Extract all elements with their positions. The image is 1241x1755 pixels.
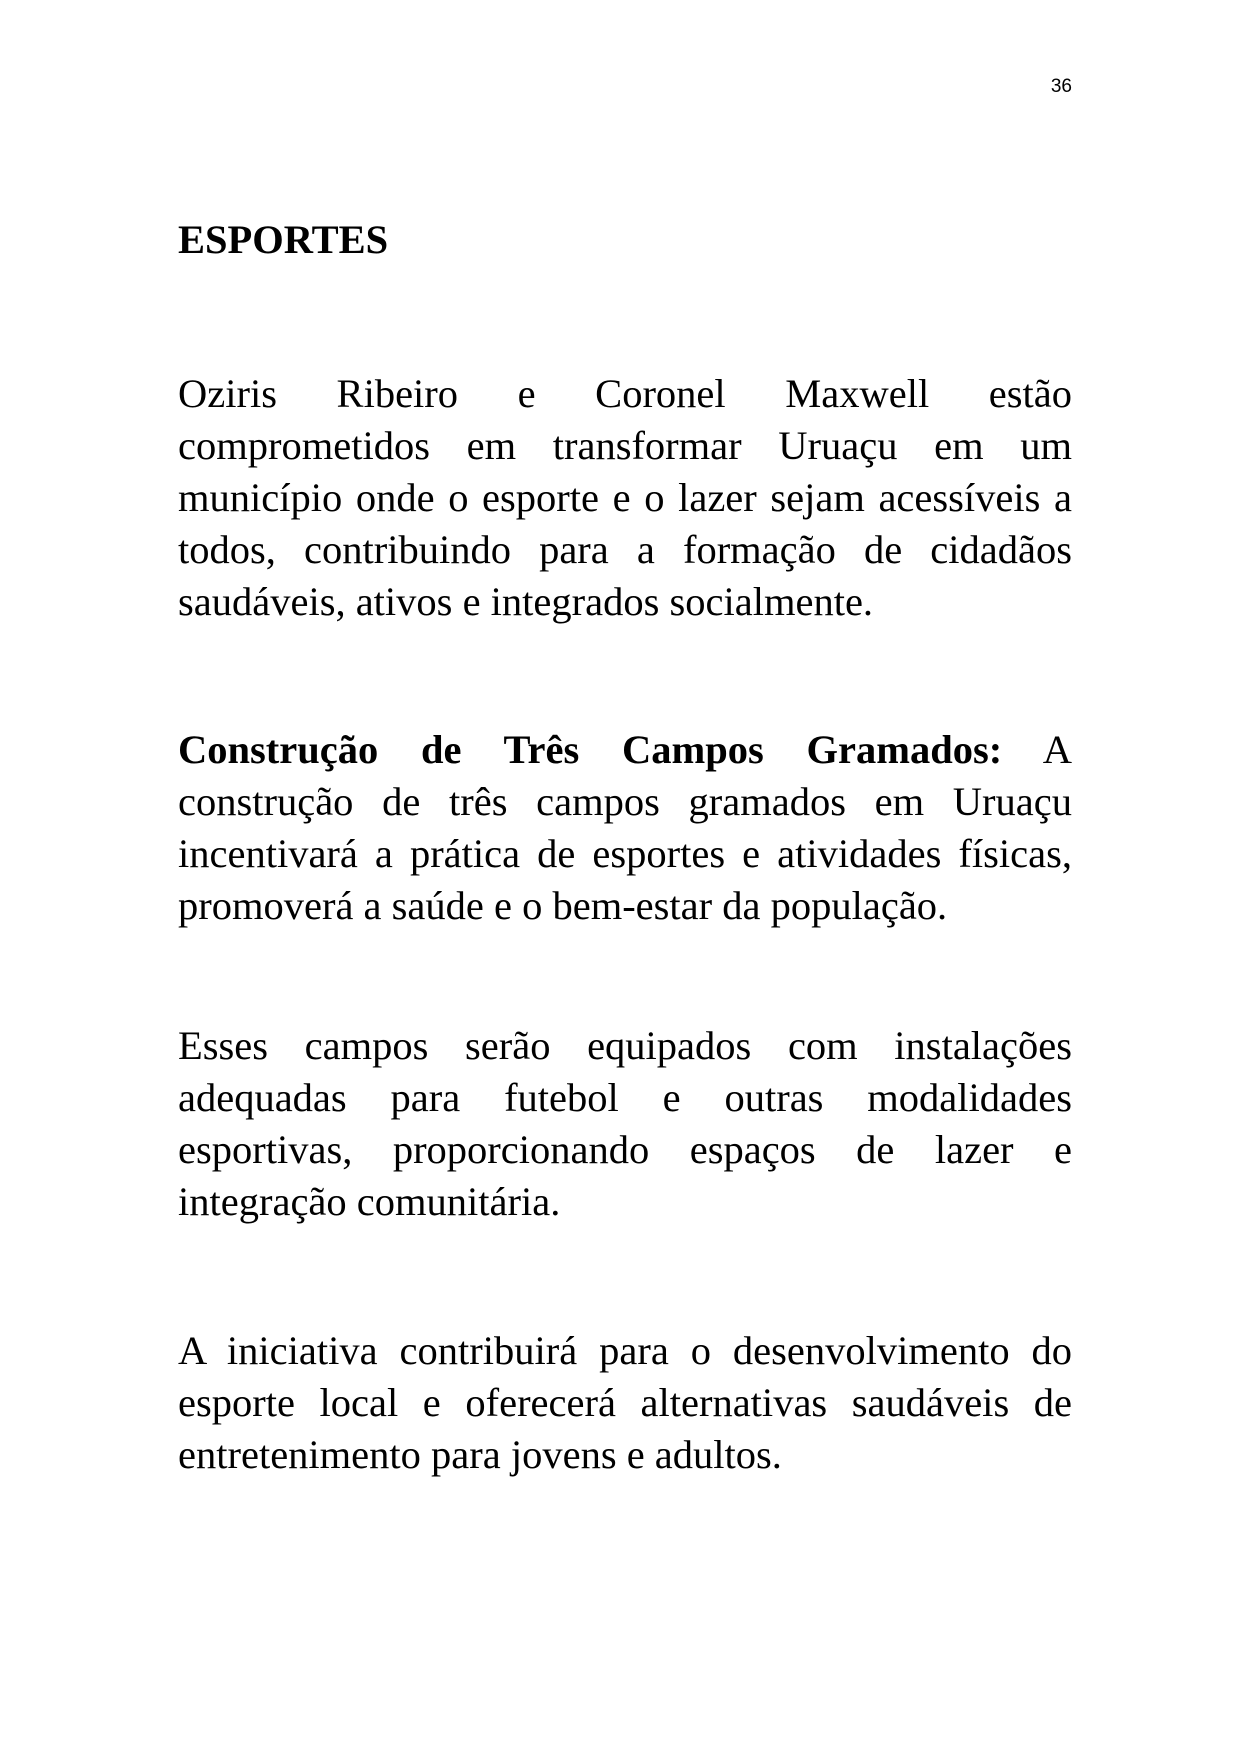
paragraph-intro: Oziris Ribeiro e Coronel Maxwell estão comprometidos em transformar Uruaçu em um município onde o esporte e o lazer sejam acessíveis a todos, contribuindo para a formação de cidadãos saudáveis, ativos e integrados socialmente. — [178, 371, 1072, 624]
section-heading: ESPORTES — [178, 217, 389, 262]
paragraph-instalacoes: Esses campos serão equipados com instalações adequadas para futebol e outras modalidades esportivas, proporcionando espaços de lazer e integração comunitária. — [178, 1023, 1072, 1224]
paragraph-campos-lead: Construção de Três Campos Gramados: — [178, 727, 1003, 772]
paragraph-iniciativa: A iniciativa contribuirá para o desenvolvimento do esporte local e oferecerá alternativas saudáveis de entretenimento para jovens e adultos. — [178, 1328, 1072, 1477]
page-number: 36 — [1050, 76, 1072, 97]
paragraph-campos-body: A construção de três campos gramados em Uruaçu incentivará a prática de esportes e atividades físicas, promoverá a saúde e o bem-estar da população. — [178, 727, 1072, 928]
page-content — [178, 214, 1072, 1577]
paragraph-campos — [178, 724, 1072, 932]
